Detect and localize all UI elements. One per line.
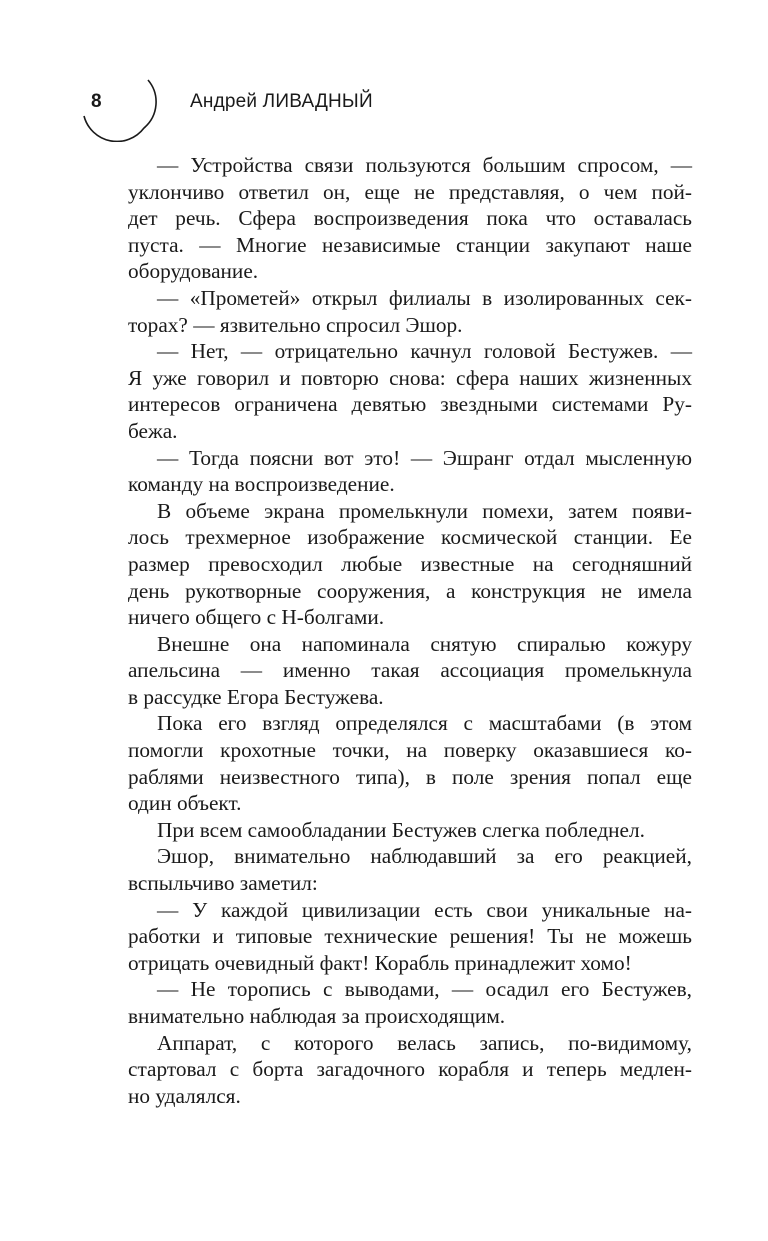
paragraph — [128, 843, 692, 896]
text-line: Пока его взгляд определялся с масштабами (в этом — [157, 711, 692, 736]
text-line: отрицать очевидный факт! Корабль принадлежит хомо! — [128, 950, 632, 975]
text-line: вспыльчиво заметил: — [128, 871, 318, 896]
paragraph — [128, 631, 692, 711]
text-line: дет речь. Сфера воспроизведения пока что оставалась — [128, 206, 692, 231]
text-line: но удалялся. — [128, 1083, 241, 1108]
paragraph — [128, 897, 692, 977]
text-line: стартовал с борта загадочного корабля и теперь медлен- — [128, 1057, 692, 1082]
body-text — [128, 152, 692, 1109]
text-line: лось трехмерное изображение космической станции. Ее — [128, 525, 692, 550]
text-line: оборудование. — [128, 259, 259, 284]
text-line: день рукотворные сооружения, а конструкция не имела — [128, 578, 692, 603]
text-line: — Не торопись с выводами, — осадил его Бестужев, — [157, 977, 692, 1002]
paragraph — [128, 285, 692, 338]
text-line: пуста. — Многие независимые станции закупают наше — [128, 232, 692, 257]
text-line: раблями неизвестного типа), в поле зрения попал еще — [128, 764, 692, 789]
text-line: Аппарат, с которого велась запись, по-видимому, — [157, 1030, 692, 1055]
text-line: команду на воспроизведение. — [128, 472, 395, 497]
text-line: При всем самообладании Бестужев слегка побледнел. — [157, 817, 645, 842]
paragraph — [128, 817, 692, 844]
paragraph — [128, 338, 692, 444]
text-line: один объект. — [128, 791, 242, 816]
text-line: интересов ограничена девятью звездными системами Ру- — [128, 392, 692, 417]
paragraph — [128, 1030, 692, 1110]
text-line: помогли крохотные точки, на поверку оказавшиеся ко- — [128, 738, 692, 763]
paragraph — [128, 976, 692, 1029]
paragraph — [128, 710, 692, 816]
page-number-arc-decoration — [82, 72, 162, 142]
text-line: апельсина — именно такая ассоциация промелькнула — [128, 658, 692, 683]
text-line: бежа. — [128, 418, 178, 443]
text-line: — «Прометей» открыл филиалы в изолированных сек- — [157, 285, 692, 310]
text-line: — Тогда поясни вот это! — Эшранг отдал мысленную — [157, 445, 692, 470]
text-line: Эшор, внимательно наблюдавший за его реакцией, — [157, 844, 692, 869]
text-line: в рассудке Егора Бестужева. — [128, 684, 384, 709]
text-line: ничего общего с Н-болгами. — [128, 605, 385, 630]
paragraph — [128, 445, 692, 498]
text-line: Я уже говорил и повторю снова: сфера наших жизненных — [128, 365, 692, 390]
text-line: В объеме экрана промелькнули помехи, затем появи- — [157, 498, 692, 523]
text-line: торах? — язвительно спросил Эшор. — [128, 312, 463, 337]
text-line: — Устройства связи пользуются большим спросом, — — [157, 153, 692, 177]
text-line: Внешне она напоминала снятую спиралью кожуру — [157, 631, 692, 656]
text-line: — Нет, — отрицательно качнул головой Бестужев. — — [157, 339, 692, 364]
text-line: уклончиво ответил он, еще не представляя, о чем пой- — [128, 179, 692, 204]
text-line: внимательно наблюдая за происходящим. — [128, 1004, 506, 1028]
paragraph — [128, 498, 692, 631]
text-line: размер превосходил любые известные на сегодняшний — [128, 551, 692, 576]
running-title-author: Андрей ЛИВАДНЫЙ — [190, 91, 373, 112]
page-number: 8 — [91, 91, 102, 112]
paragraph — [128, 152, 692, 285]
text-line: — У каждой цивилизации есть свои уникальные на- — [157, 897, 692, 922]
text-line: работки и типовые технические решения! Ты не можешь — [128, 924, 692, 949]
